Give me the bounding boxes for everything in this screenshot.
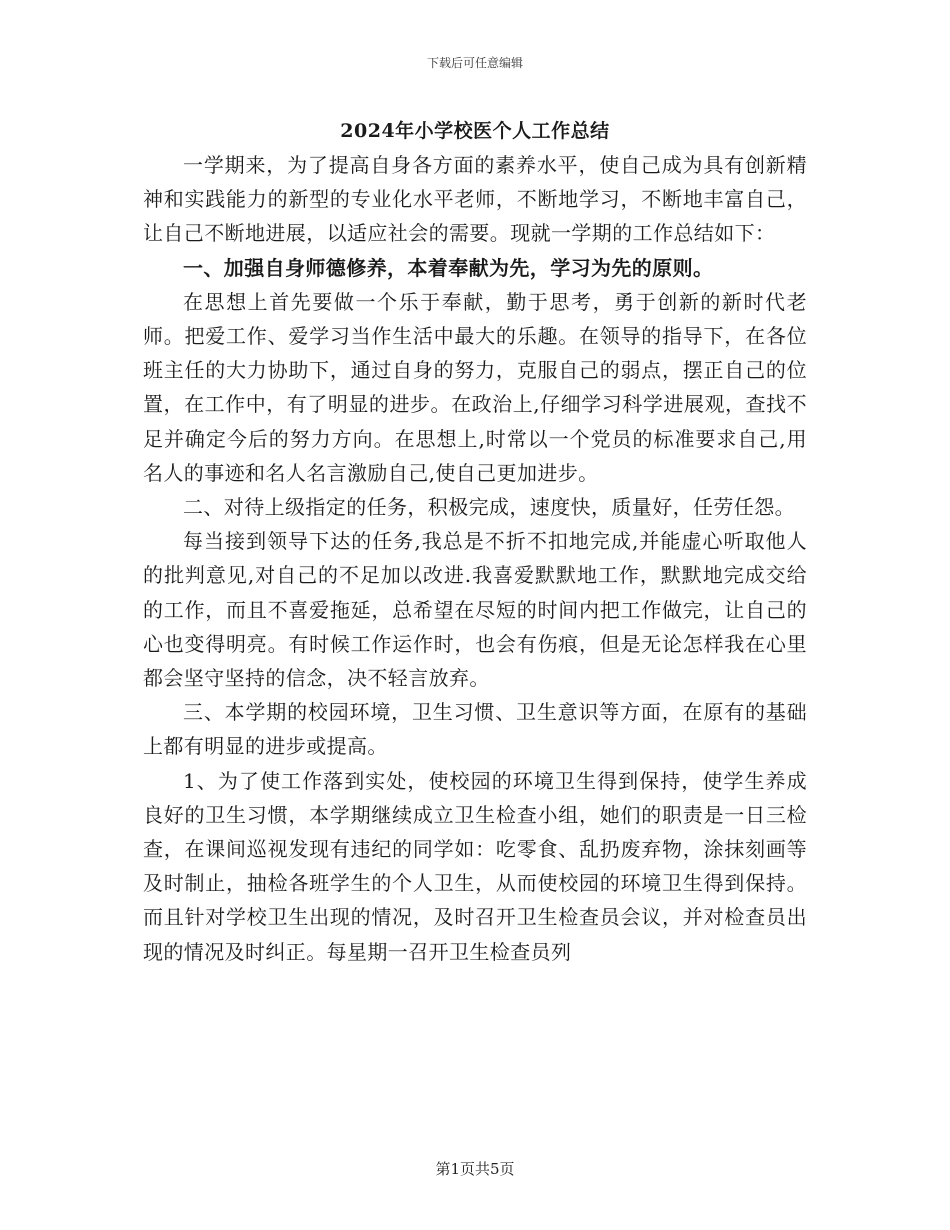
document-body xyxy=(143,148,807,969)
section-heading-3: 三、本学期的校园环境，卫生习惯、卫生意识等方面，在原有的基础上都有明显的进步或提高。 xyxy=(143,700,807,759)
paragraph-section-1: 在思想上首先要做一个乐于奉献，勤于思考，勇于创新的新时代老师。把爱工作、爱学习当作生活中最大的乐趣。在领导的指导下，在各位班主任的大力协助下，通过自身的努力，克服自己的弱点，摆正自己的位置，在工作中，有了明显的进步。在政治上,仔细学习科学进展观，查找不足并确定今后的努力方向。在思想上,时常以一个党员的标准要求自己,用名人的事迹和名人名言激励自己,使自己更加进步。 xyxy=(143,289,807,485)
document-title: 2024年小学校医个人工作总结 xyxy=(340,120,610,142)
paragraph-intro: 一学期来，为了提高自身各方面的素养水平，使自己成为具有创新精神和实践能力的新型的专业化水平老师，不断地学习，不断地丰富自己，让自己不断地进展，以适应社会的需要。现就一学期的工作总结如下： xyxy=(143,153,807,246)
section-heading-1: 一、加强自身师德修养，本着奉献为先，学习为先的原则。 xyxy=(183,255,714,280)
section-heading-2: 二、对待上级指定的任务，积极完成，速度快，质量好，任劳任怨。 xyxy=(183,495,795,520)
paragraph-section-3-item-1: 1、为了使工作落到实处，使校园的环境卫生得到保持，使学生养成良好的卫生习惯，本学期继续成立卫生检查小组，她们的职责是一日三检查，在课间巡视发现有违纪的同学如：吃零食、乱扔废弃物，涂抹刻画等及时制止，抽检各班学生的个人卫生，从而使校园的环境卫生得到保持。而且针对学校卫生出现的情况，及时召开卫生检查员会议，并对检查员出现的情况及时纠正。每星期一召开卫生检查员列 xyxy=(143,768,807,964)
paragraph-section-2: 每当接到领导下达的任务,我总是不折不扣地完成,并能虚心听取他人的批判意见,对自己的不足加以改进.我喜爱默默地工作，默默地完成交给的工作，而且不喜爱拖延，总希望在尽短的时间内把工作做完，让自己的心也变得明亮。有时候工作运作时，也会有伤痕，但是无论怎样我在心里都会坚守坚持的信念，决不轻言放弃。 xyxy=(143,529,807,691)
header-note: 下载后可任意编辑 xyxy=(426,56,523,70)
page-number: 第1页共5页 xyxy=(435,1160,515,1178)
